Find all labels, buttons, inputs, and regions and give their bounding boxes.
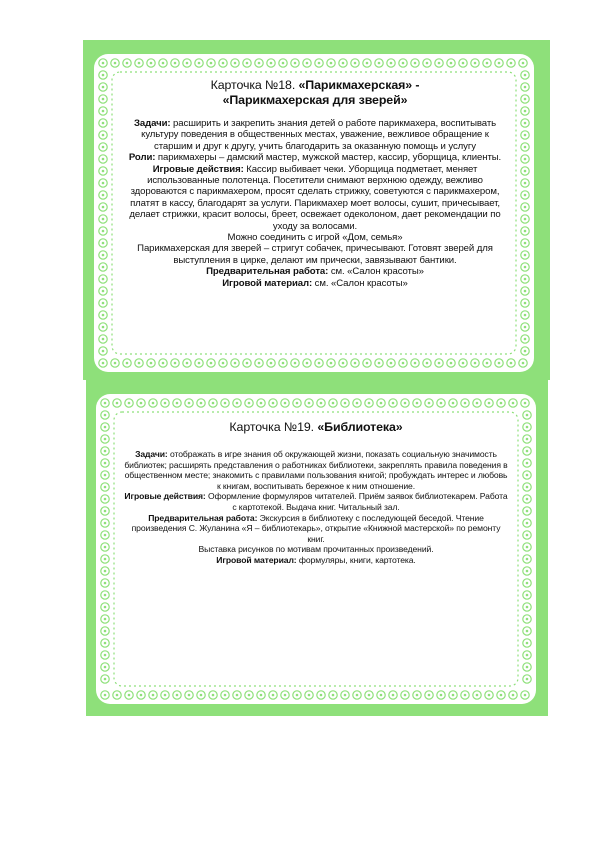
material-text: см. «Салон красоты» — [312, 277, 408, 289]
card18-material — [124, 278, 506, 289]
material-label: Игровой материал: — [216, 554, 297, 565]
actions-label: Игровые действия: — [124, 491, 206, 502]
card19-tasks — [124, 449, 508, 491]
roles-label: Роли: — [128, 152, 156, 164]
material-label: Игровой материал: — [222, 277, 313, 289]
card19-title-bold: «Библиотека» — [317, 420, 403, 434]
tasks-label: Задачи: — [133, 118, 171, 129]
card19-material — [124, 555, 508, 566]
card18-title-bold: «Парикмахерская» - — [298, 78, 420, 92]
card18-tasks — [124, 118, 506, 152]
card19-text — [124, 420, 508, 566]
material-text: формуляры, книги, картотека. — [296, 554, 416, 565]
card18-title — [124, 78, 506, 108]
tasks-text: отображать в игре знания об окружающей жизни, показать социальную значимость библиотек; расширять представления о работниках библиотеки, закреплять правила поведения в общественном месте; знакомить с правилами пользования книгой; пробуждать интерес и любовь к книгам, воспитывать бережное к ним отношение. — [124, 449, 508, 491]
actions-text: Оформление формуляров читателей. Приём заявок библиотекарем. Работа с картотекой. Выдача книг. Читальный зал. — [205, 491, 508, 512]
card19-prep — [124, 513, 508, 545]
prep-label: Предварительная работа: — [206, 266, 329, 278]
actions-label: Игровые действия: — [152, 163, 244, 175]
prep-text: см. «Салон красоты» — [328, 266, 424, 278]
card19-title — [124, 420, 508, 435]
card18-actions — [124, 164, 506, 232]
prep-label: Предварительная работа: — [148, 512, 258, 523]
card18-title-line2: «Парикмахерская для зверей» — [222, 93, 408, 107]
card19-actions — [124, 491, 508, 512]
card18-text — [124, 78, 506, 289]
prep-text: Экскурсия в библиотеку с последующей беседой. Чтение произведения С. Жуланина «Я – библиотекарь», открытие «Книжной мастерской» по ремонту книг. — [131, 512, 501, 544]
card19-title-prefix: Карточка №19. — [229, 420, 318, 434]
card18-roles — [124, 152, 506, 163]
actions-text: Кассир выбивает чеки. Уборщица подметает, меняет использованные полотенца. Посетители снимают верхнюю одежду, вежливо здороваются с парикмахером, просят сделать стрижку, советуются с парикмахером, платят в кассу, благодарят за услуги. Парикмахер моет волосы, сушит, причесывает, делает стрижки, красит волосы, бреет, освежает одеколоном, дает рекомендации по уходу за волосами. — [129, 163, 501, 232]
card18-title-prefix: Карточка №18. — [210, 78, 299, 92]
card18-zoo: Парикмахерская для зверей – стригут собачек, причесывают. Готовят зверей для выступления в цирке, делают им прически, завязывают бантики. — [137, 243, 493, 266]
card18-combine: Можно соединить с игрой «Дом, семья» — [227, 232, 403, 244]
roles-text: парикмахеры – дамский мастер, мужской мастер, кассир, уборщица, клиенты. — [155, 152, 502, 164]
tasks-text: расширить и закрепить знания детей о работе парикмахера, воспитывать культуру поведения в общественных местах, уважение, вежливое обращение к старшим и друг к другу, учить благодарить за оказанную помощь и услугу — [141, 118, 497, 152]
card18-prep — [124, 266, 506, 277]
card19-drawings: Выставка рисунков по мотивам прочитанных произведений. — [198, 544, 434, 555]
tasks-label: Задачи: — [135, 449, 168, 459]
